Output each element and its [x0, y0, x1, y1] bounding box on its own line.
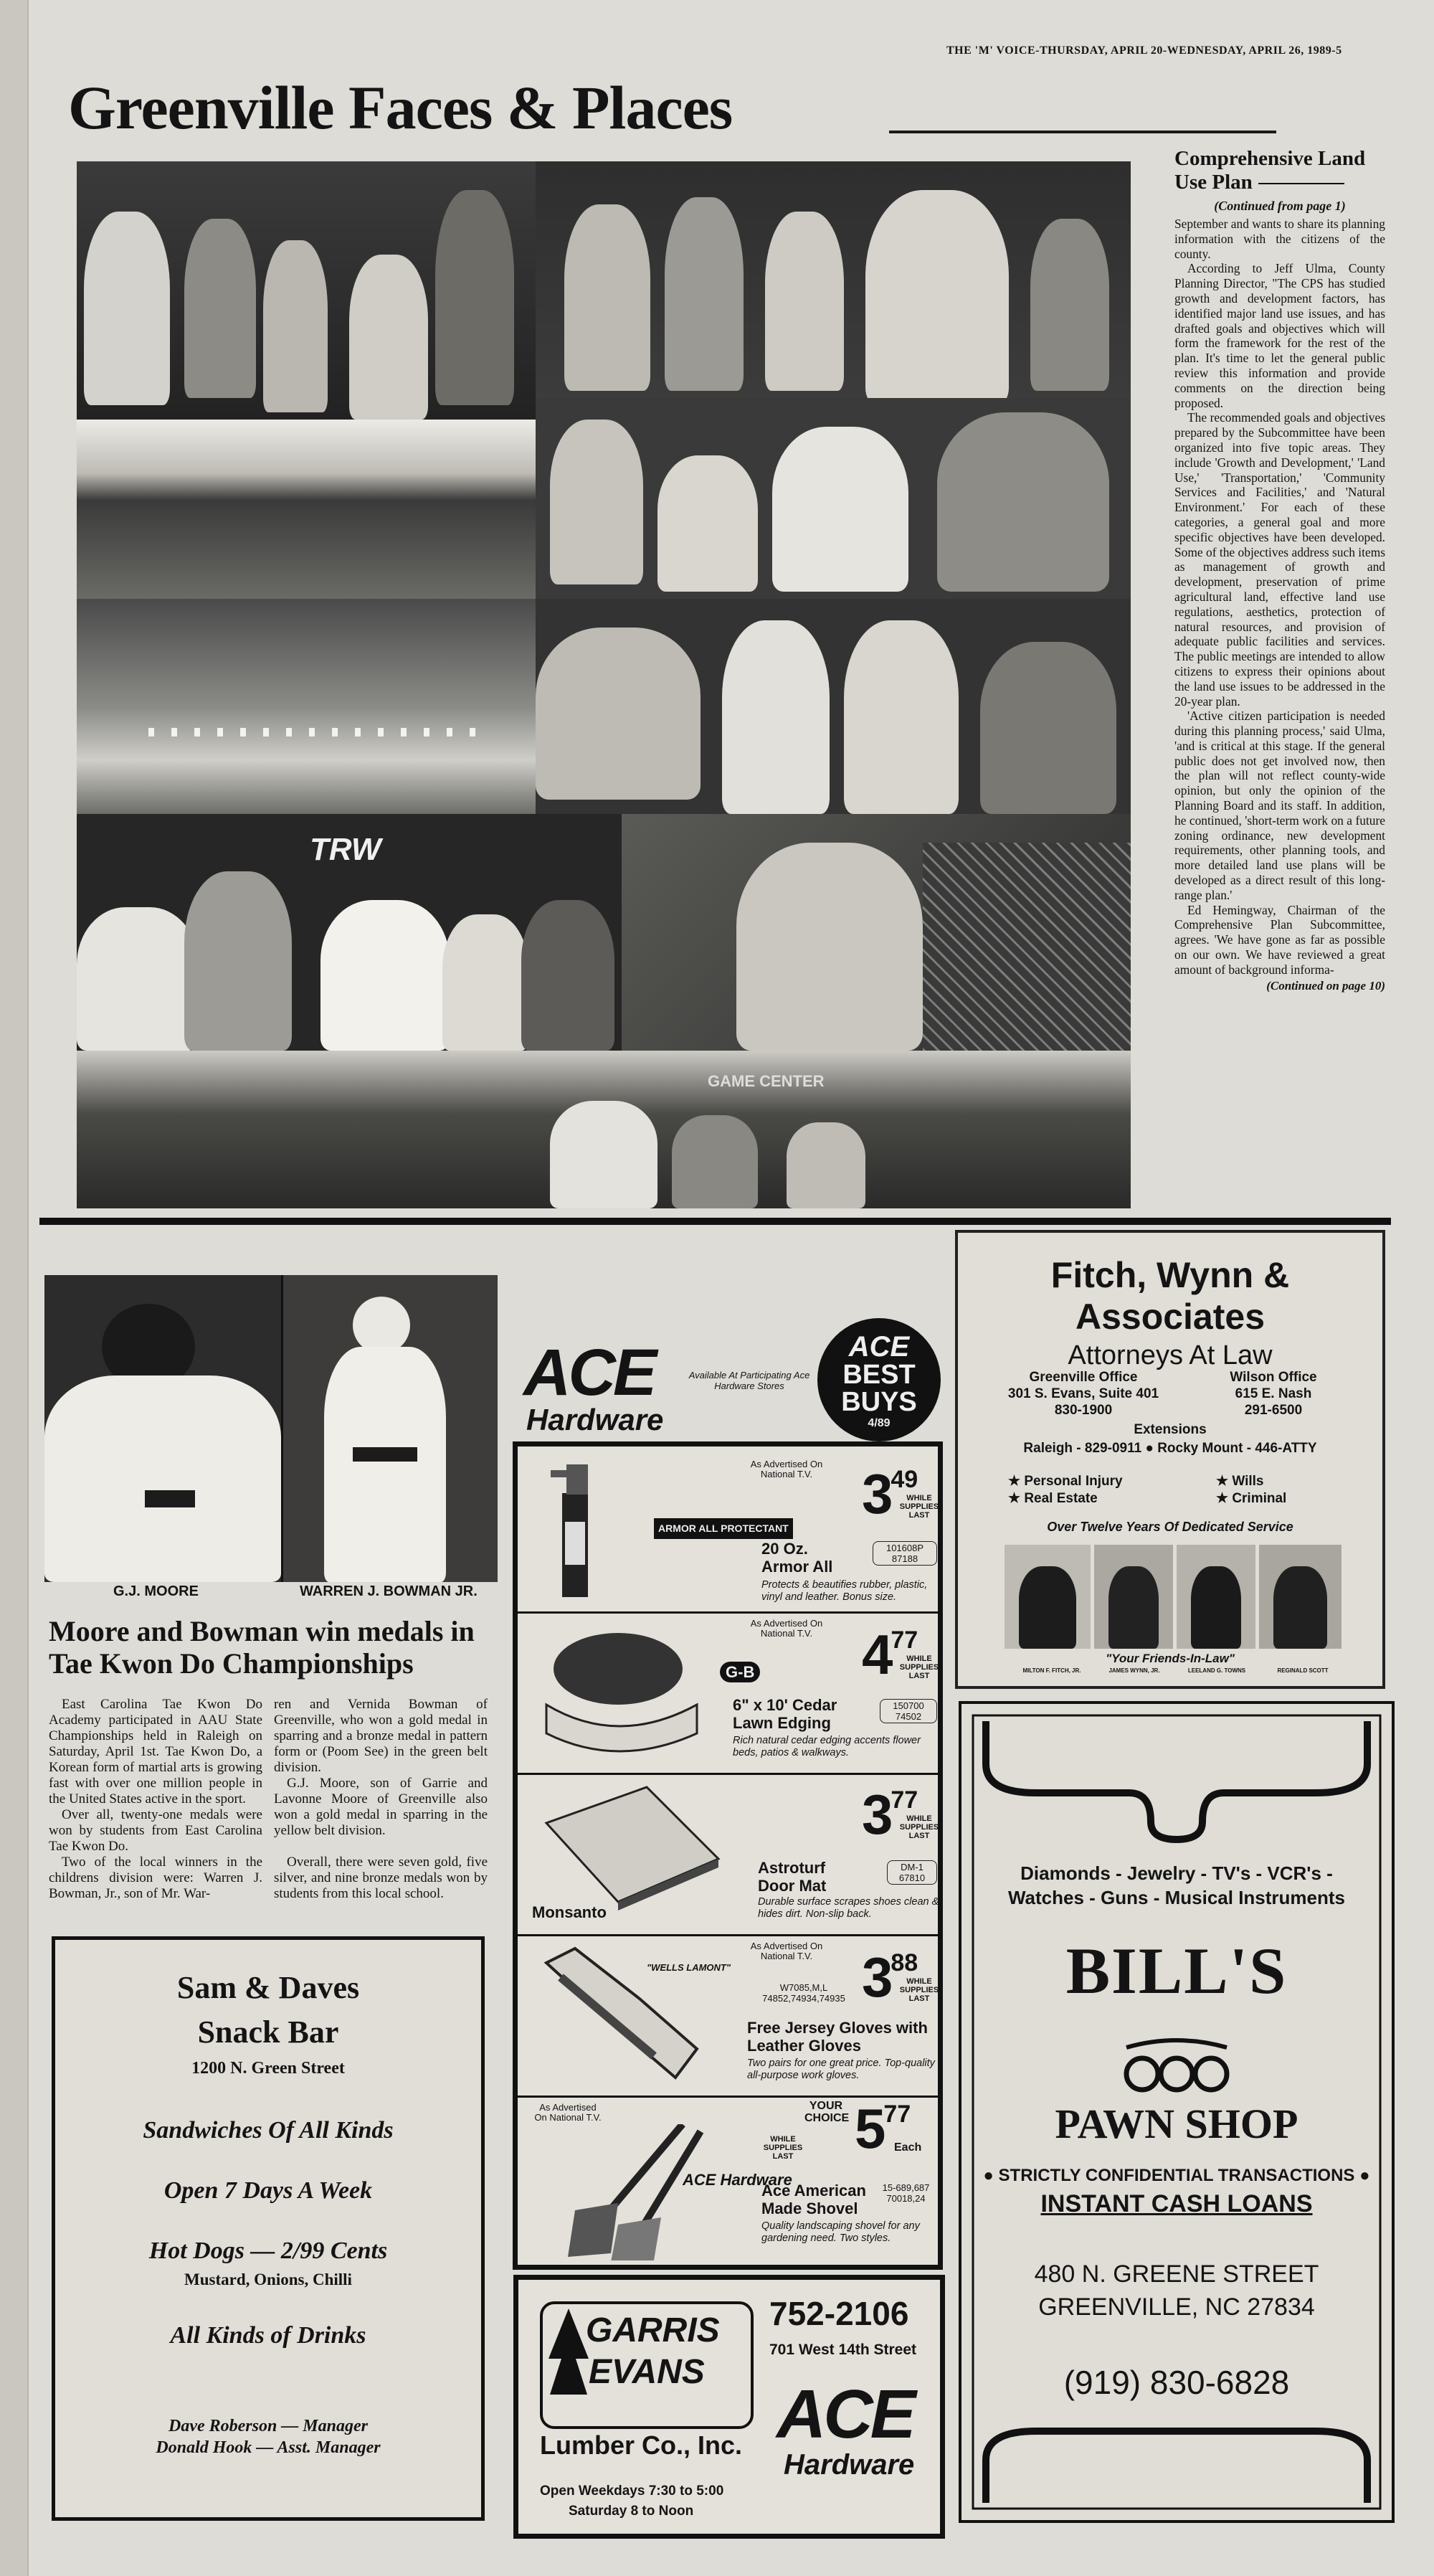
- service-item: ★ Wills: [1216, 1474, 1264, 1489]
- game-center-sign: GAME CENTER: [708, 1072, 825, 1090]
- fitch-wynn-ad: [955, 1230, 1385, 1689]
- article-paragraph: September and wants to share its planning information with the citizens of the county.: [1174, 217, 1385, 261]
- product-description: Rich natural cedar edging accents flower beds, patios & walkways.: [733, 1735, 921, 1758]
- article-headline: Comprehensive Land Use Plan: [1174, 147, 1366, 194]
- tae-kwon-do-photo: [44, 1275, 498, 1582]
- ace-products: [513, 1441, 943, 2270]
- pawn-goods-1: Diamonds - Jewelry - TV's - VCR's -: [1020, 1862, 1333, 1884]
- article-paragraph: 'Active citizen participation is needed during this planning process,' said Ulma, 'and is critical at this stage. If the general public does not get involved now, then the plan will not reflect county-wide opinion, but only the opinion of the Planning Board and its staff. In addition, he continued, 'short-term work on a future zoning ordinance, new development requirements, other planning tools, and more detailed land use plans will be developed as a direct result of this long-range plan.': [1174, 709, 1385, 902]
- article-paragraph: Ed Hemingway, Chairman of the Comprehensive Plan Subcommittee, agrees. 'We have gone as far as possible on our own. We have reviewed a great amount of background informa-: [1174, 902, 1385, 977]
- garris-hours-1: Open Weekdays 7:30 to 5:00: [540, 2483, 724, 2499]
- spray-bottle-icon: [546, 1457, 604, 1601]
- attorney-name: LEELAND G. TOWNS: [1187, 1667, 1246, 1674]
- article-paragraph: According to Jeff Ulma, County Planning Director, "The CPS has studied growth and development factors, has identified major land use issues, and has drafted goals and objectives which will form the framework for the rest of the plan. It's time to let the general public review this information and provide comments on the direction being proposed.: [1174, 261, 1385, 410]
- fitch-subtitle: Attorneys At Law: [1068, 1340, 1273, 1370]
- fitch-experience: Over Twelve Years Of Dedicated Service: [1047, 1520, 1293, 1534]
- attorney-name: JAMES WYNN, JR.: [1108, 1667, 1160, 1674]
- office-address: 615 E. Nash: [1235, 1386, 1312, 1401]
- caption-moore: G.J. MOORE: [113, 1583, 199, 1599]
- attorney-photos: [1005, 1545, 1342, 1649]
- pawn-subtitle: PAWN SHOP: [1055, 2101, 1298, 2147]
- product-price: 377: [862, 1783, 918, 1846]
- bills-pawn-shop-ad: [957, 1700, 1396, 2524]
- garris-hours-2: Saturday 8 to Noon: [569, 2504, 694, 2519]
- product-name: Free Jersey Gloves with Leather Gloves: [747, 2019, 928, 2055]
- product-brand: ARMOR ALL PROTECTANT: [654, 1518, 793, 1539]
- product-supply: WHILE SUPPLIES LAST: [899, 1977, 939, 2003]
- attorney-photo: [1094, 1545, 1173, 1649]
- garris-address: 701 West 14th Street: [769, 2341, 917, 2358]
- running-head: THE 'M' VOICE-THURSDAY, APRIL 20-WEDNESDAY, APRIL 26, 1989-5: [946, 44, 1342, 57]
- caption-bowman: WARREN J. BOWMAN JR.: [300, 1583, 478, 1599]
- photo-collage: [77, 161, 1131, 1208]
- snack-bar-asst-manager: Donald Hook — Asst. Manager: [156, 2438, 381, 2457]
- product-advertised: As Advertised On National T.V.: [534, 2102, 602, 2123]
- article-paragraph: The recommended goals and objectives prepared by the Subcommittee have been organized into five topic areas. They include 'Growth and Development,' 'Land Use,' 'Transportation,' 'Community Services and Facilities,' and 'Natural Environment.' For each of these categories, a general goal and more specific objectives have been developed. Some of the objectives address such items as management of growth and development, preservation of prime agricultural land, effective land use regulations, aesthetics, protection of natural resources, and provision of adequate public facilities and services. The public meetings are intended to allow citizens to express their opinions about the land use issues to be addressed in the 20-year plan.: [1174, 410, 1385, 709]
- sports-paragraph: ren and Vernida Bowman of Greenville, who won a gold medal in sparring and a bronze medal in pattern form or (Poom See) in the green belt division.: [274, 1697, 488, 1775]
- door-mat-icon: [532, 1780, 726, 1923]
- garris-ace-logo: ACE: [777, 2376, 913, 2453]
- section-divider: [39, 1218, 1391, 1225]
- attorney-photo: [1259, 1545, 1342, 1649]
- collage-photo-event: [77, 814, 622, 1051]
- shovel-icon: [561, 2124, 704, 2260]
- product-code: 101608P 87188: [873, 1541, 937, 1566]
- sports-paragraph: Overall, there were seven gold, five silver, and nine bronze medals won by students from this local school.: [274, 1855, 488, 1901]
- attorney-photo: [1177, 1545, 1255, 1649]
- garris-ace-sub: Hardware: [784, 2449, 915, 2481]
- fitch-name: Fitch, Wynn & Associates: [1050, 1255, 1290, 1337]
- product-advertised: As Advertised On National T.V.: [750, 1459, 823, 1479]
- service-item: ★ Real Estate: [1008, 1491, 1098, 1506]
- pawn-goods-2: Watches - Guns - Musical Instruments: [1007, 1887, 1345, 1908]
- fitch-friends: "Your Friends-In-Law": [1106, 1652, 1235, 1665]
- product-supply: WHILE SUPPLIES LAST: [899, 1654, 939, 1680]
- sports-paragraph: [274, 1839, 488, 1855]
- fitch-services-left: [1008, 1473, 1123, 1507]
- product-each: Each: [894, 2141, 922, 2154]
- pawn-city: GREENVILLE, NC 27834: [1038, 2293, 1315, 2321]
- garris-name-1: GARRIS: [586, 2311, 720, 2349]
- sports-column-2: [274, 1697, 488, 1902]
- product-door-mat: [518, 1773, 938, 1936]
- product-armor-all: [518, 1446, 938, 1614]
- garris-evans-ad: [513, 2275, 945, 2539]
- badge-best-buys: BEST BUYS: [841, 1360, 917, 1417]
- fitch-extensions: Raleigh - 829-0911 ● Rocky Mount - 446-ATTY: [1023, 1441, 1317, 1456]
- collage-photo-portraits: [536, 398, 1131, 599]
- product-brand: "WELLS LAMONT": [647, 1962, 731, 1973]
- pawn-address: 480 N. GREENE STREET: [1034, 2260, 1319, 2288]
- product-gloves: [518, 1934, 938, 2098]
- product-choice: YOUR CHOICE: [804, 2100, 850, 2124]
- ace-logo: ACE: [523, 1336, 655, 1409]
- fitch-extensions-title: Extensions: [1134, 1422, 1207, 1437]
- product-brand: Monsanto: [532, 1903, 607, 1921]
- snack-bar-line-1: Sandwiches Of All Kinds: [143, 2117, 394, 2144]
- office-phone: 830-1900: [1054, 1403, 1113, 1418]
- product-lawn-edging: [518, 1611, 938, 1775]
- sports-paragraph: Two of the local winners in the childrens division were: Warren J. Bowman, Jr., son of Mr. War-: [49, 1855, 262, 1901]
- service-item: ★ Criminal: [1216, 1491, 1287, 1506]
- product-name: 6" x 10' Cedar Lawn Edging: [733, 1696, 837, 1732]
- pawn-phone: (919) 830-6828: [1063, 2364, 1290, 2401]
- ace-header: [516, 1318, 946, 1447]
- snack-bar-name-1: Sam & Daves: [176, 1970, 360, 2005]
- product-supply: WHILE SUPPLIES LAST: [899, 1814, 939, 1840]
- sports-paragraph: G.J. Moore, son of Garrie and Lavonne Moore of Greenville also won a gold medal in sparring in the yellow belt division.: [274, 1776, 488, 1838]
- article-body: [1174, 217, 1385, 977]
- office-address: 301 S. Evans, Suite 401: [1007, 1386, 1159, 1401]
- product-price: 349: [862, 1462, 918, 1525]
- product-supply: WHILE SUPPLIES LAST: [763, 2135, 803, 2161]
- snack-bar-ad: [52, 1936, 485, 2521]
- sports-headline: Moore and Bowman win medals in Tae Kwon Do Championships: [49, 1615, 475, 1680]
- office-name: Wilson Office: [1230, 1370, 1317, 1385]
- product-advertised: As Advertised On National T.V.: [750, 1941, 823, 1961]
- product-code: 150700 74502: [880, 1699, 937, 1723]
- article-continued-from: (Continued from page 1): [1214, 199, 1346, 213]
- page-gutter: [0, 0, 29, 2576]
- tree-icon: [547, 2309, 590, 2416]
- product-code: W7085,M,L 74852,74934,74935: [762, 1982, 845, 2004]
- snack-bar-name-2: Snack Bar: [197, 2014, 339, 2050]
- title-rule: [889, 131, 1276, 133]
- collage-photo-crowd: [536, 161, 1131, 420]
- garris-phone: 752-2106: [769, 2295, 909, 2332]
- garris-company: Lumber Co., Inc.: [540, 2430, 743, 2460]
- service-item: ★ Personal Injury: [1008, 1474, 1123, 1489]
- collage-photo-men-ties: [536, 599, 1131, 814]
- product-name: Ace American Made Shovel: [761, 2182, 866, 2217]
- office-phone: 291-6500: [1244, 1403, 1303, 1418]
- attorney-photo: [1005, 1545, 1091, 1649]
- badge-date: 4/89: [868, 1417, 891, 1429]
- product-name: 20 Oz. Armor All: [761, 1540, 833, 1576]
- product-price: 577: [855, 2097, 911, 2160]
- snack-bar-line-4: All Kinds of Drinks: [170, 2322, 366, 2349]
- sports-paragraph: East Carolina Tae Kwon Do Academy participated in AAU State Championships held in Raleigh on Saturday, April 1st. Tae Kwon Do, a Korean form of martial arts is growing fast with over one million people in the United States active in the sport.: [49, 1697, 262, 1806]
- office-name: Greenville Office: [1029, 1370, 1138, 1385]
- collage-photo-cook: [622, 814, 1131, 1051]
- product-code: 15-689,687 70018,24: [882, 2182, 930, 2204]
- snack-bar-manager: Dave Roberson — Manager: [168, 2417, 368, 2435]
- product-description: Durable surface scrapes shoes clean & hides dirt. Non-slip back.: [758, 1896, 939, 1920]
- snack-bar-line-3-sub: Mustard, Onions, Chilli: [184, 2270, 352, 2288]
- snack-bar-line-2: Open 7 Days A Week: [163, 2177, 373, 2204]
- fitch-office-2: [1195, 1369, 1352, 1419]
- pawn-balls-icon: [1119, 2037, 1234, 2094]
- product-brand: ACE Hardware: [683, 2171, 792, 2189]
- snack-bar-address: 1200 N. Green Street: [191, 2059, 345, 2078]
- collage-photo-bottom: [77, 1051, 1131, 1208]
- article-land-use: [1174, 147, 1385, 993]
- product-description: Two pairs for one great price. Top-quality all-purpose work gloves.: [747, 2058, 935, 2081]
- lawn-edging-icon: [539, 1626, 704, 1762]
- article-continued-on: (Continued on page 10): [1266, 978, 1385, 993]
- product-name: Astroturf Door Mat: [758, 1859, 827, 1895]
- fitch-services-right: [1216, 1473, 1286, 1507]
- ace-available-note: Available At Participating Ace Hardware Stores: [688, 1370, 810, 1391]
- collage-photo-group: [77, 161, 536, 420]
- attorney-name: MILTON F. FITCH, JR.: [1022, 1667, 1081, 1674]
- collage-photo-cemetery: [77, 599, 536, 814]
- product-description: Quality landscaping shovel for any gardening need. Two styles.: [761, 2220, 920, 2244]
- sports-paragraph: Over all, twenty-one medals were won by students from East Carolina Tae Kwon Do.: [49, 1807, 262, 1854]
- product-description: Protects & beautifies rubber, plastic, vinyl and leather. Bonus size.: [761, 1579, 928, 1603]
- garris-name-2: EVANS: [589, 2353, 705, 2391]
- badge-ace: ACE: [848, 1331, 910, 1363]
- product-brand: G-B: [720, 1662, 760, 1682]
- fitch-office-1: [987, 1369, 1180, 1419]
- product-price: 477: [862, 1623, 918, 1686]
- product-code: DM-1 67810: [887, 1860, 937, 1885]
- collage-photo-park: [77, 420, 536, 599]
- sports-column-1: [49, 1697, 262, 1902]
- garris-logo-frame: [540, 2301, 754, 2429]
- ace-logo-sub: Hardware: [526, 1403, 664, 1436]
- pawn-name: BILL'S: [1065, 1934, 1288, 2007]
- product-shovel: [518, 2096, 938, 2265]
- snack-bar-line-3: Hot Dogs — 2/99 Cents: [148, 2238, 388, 2264]
- product-advertised: As Advertised On National T.V.: [750, 1618, 823, 1639]
- trw-sign: TRW: [310, 832, 381, 867]
- attorney-name: REGINALD SCOTT: [1277, 1667, 1329, 1674]
- product-price: 388: [862, 1946, 918, 2009]
- best-buys-badge: [817, 1318, 941, 1441]
- product-supply: WHILE SUPPLIES LAST: [899, 1494, 939, 1520]
- pawn-confidential: ● STRICTLY CONFIDENTIAL TRANSACTIONS ●: [983, 2166, 1370, 2185]
- page-title: Greenville Faces & Places: [68, 73, 733, 142]
- pawn-loans: INSTANT CASH LOANS: [1040, 2190, 1313, 2217]
